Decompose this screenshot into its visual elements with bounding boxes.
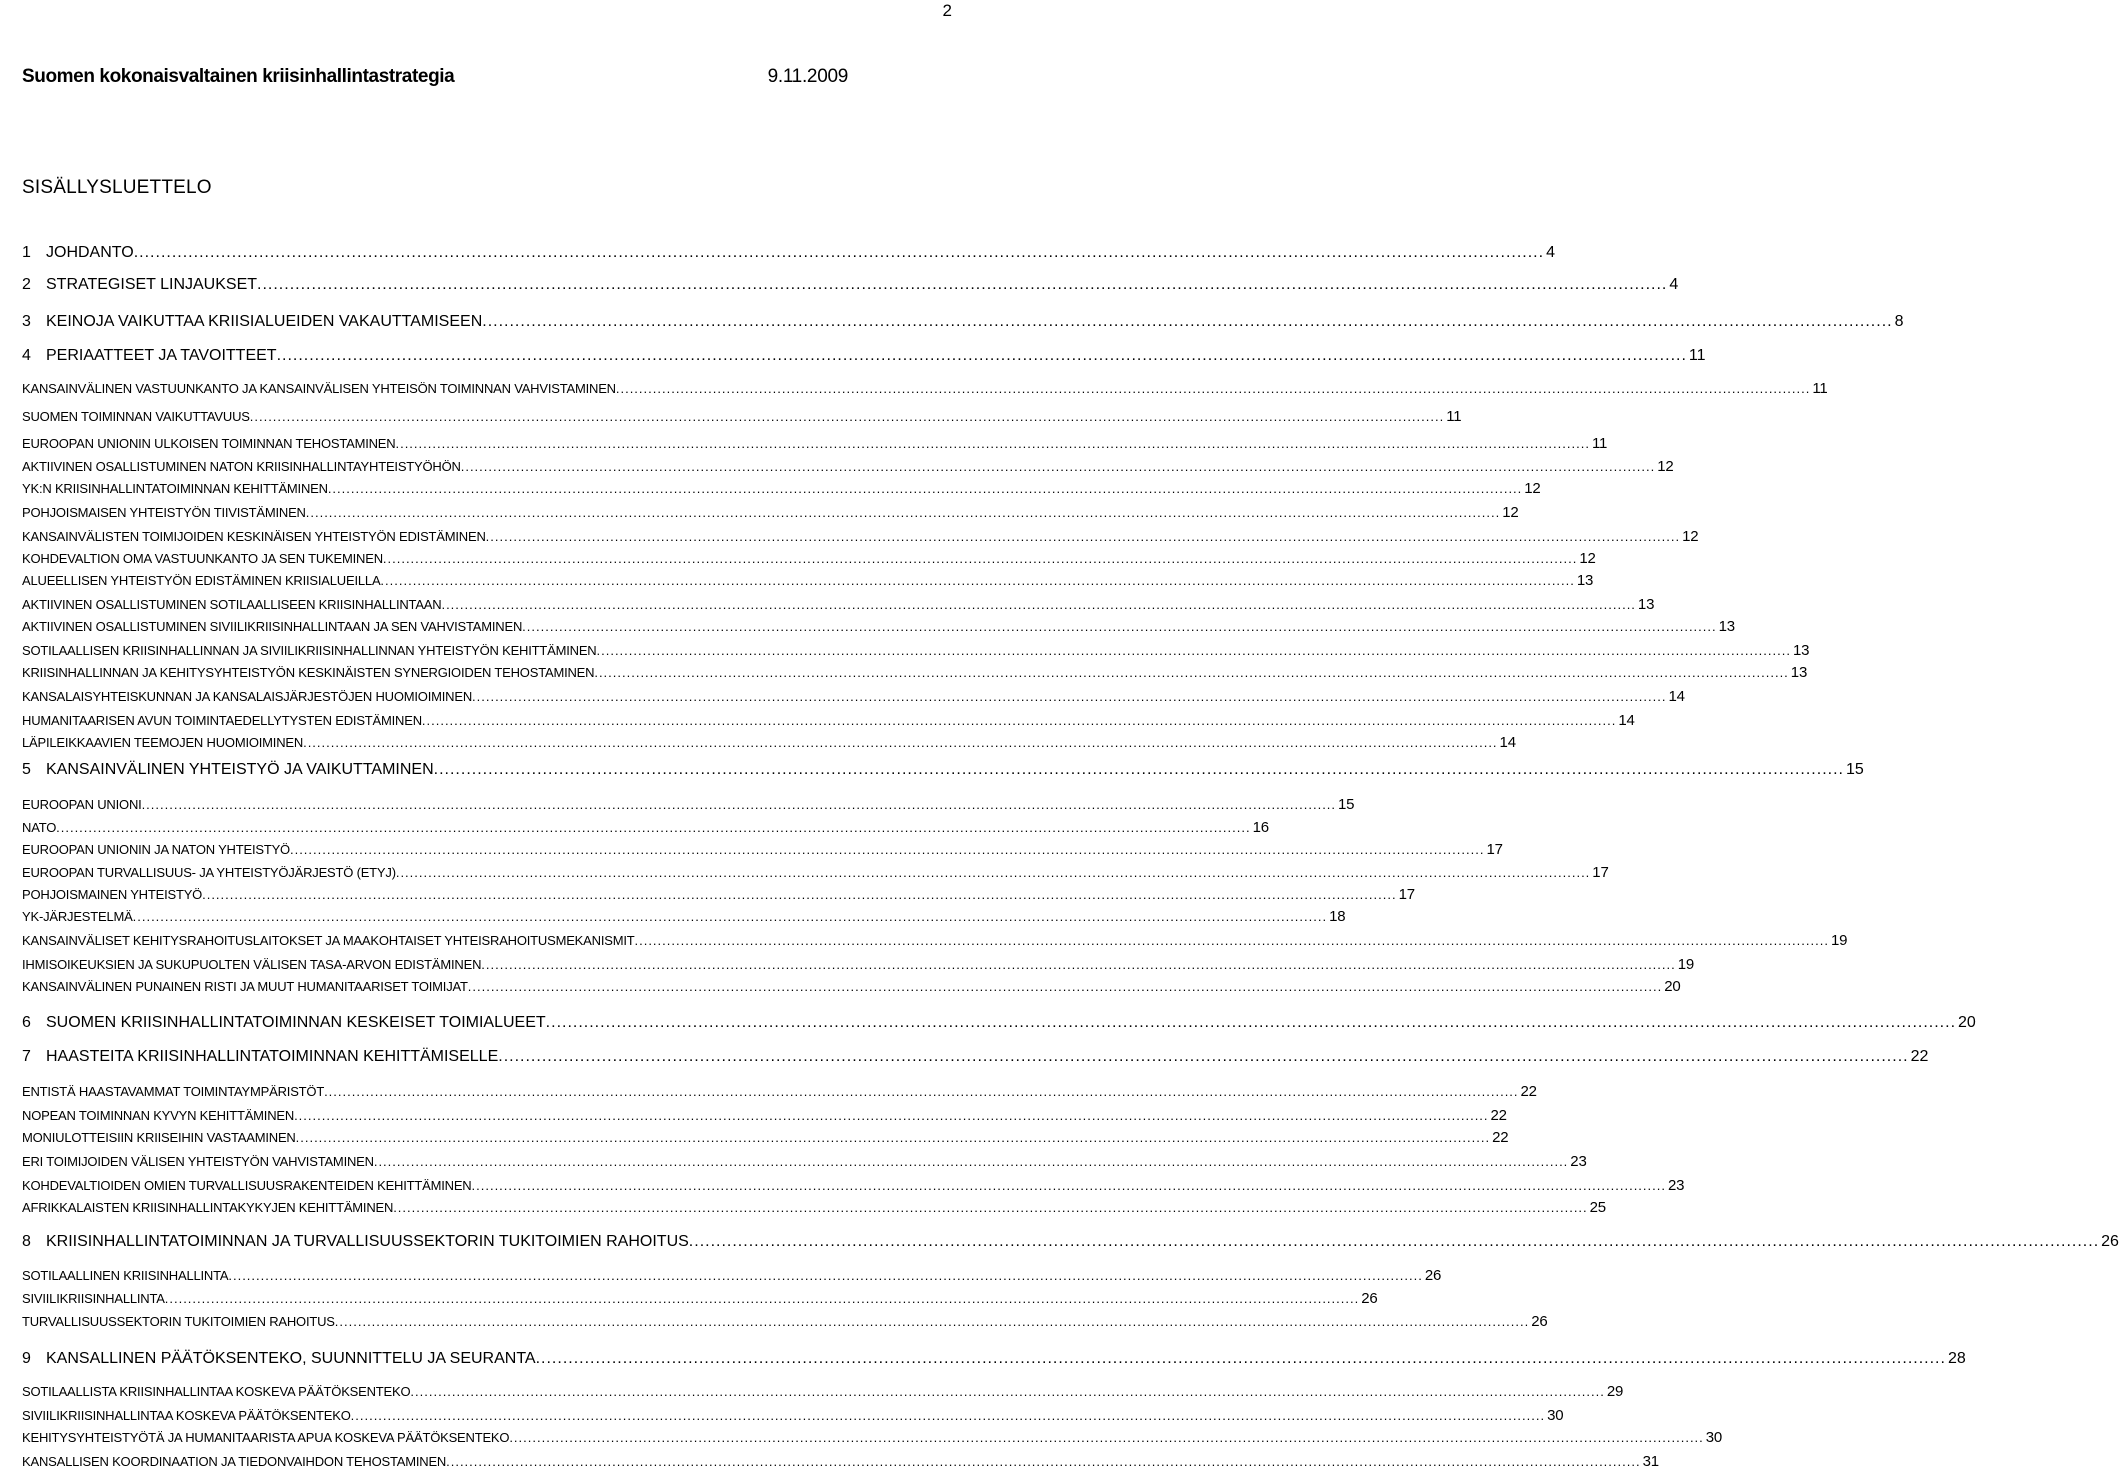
toc-section-entry[interactable] bbox=[22, 1453, 1659, 1471]
toc-entry-page: 23 bbox=[1570, 1153, 1587, 1170]
toc-leader-dots bbox=[482, 312, 1892, 332]
toc-leader-dots bbox=[441, 596, 1635, 614]
toc-heading: SISÄLLYSLUETTELO bbox=[22, 177, 212, 198]
toc-section-entry[interactable] bbox=[22, 1177, 1685, 1195]
toc-leader-dots bbox=[380, 572, 1574, 590]
toc-chapter-entry[interactable] bbox=[22, 243, 1555, 263]
toc-entry-title: MONIULOTTEISIIN KRIISEIHIN VASTAAMINEN bbox=[22, 1130, 296, 1145]
toc-entry-page: 23 bbox=[1667, 1177, 1685, 1194]
toc-entry-title: KANSAINVÄLINEN PUNAINEN RISTI JA MUUT HUMANITAARISET TOIMIJAT bbox=[22, 979, 468, 994]
toc-leader-dots bbox=[165, 1290, 1359, 1308]
toc-section-entry[interactable] bbox=[22, 550, 1596, 568]
toc-entry-page: 13 bbox=[1790, 664, 1808, 681]
toc-leader-dots bbox=[594, 664, 1788, 682]
toc-leader-dots bbox=[634, 932, 1828, 950]
toc-section-entry[interactable] bbox=[22, 908, 1346, 926]
toc-section-entry[interactable] bbox=[22, 1199, 1606, 1217]
toc-entry-title: KANSAINVÄLISTEN TOIMIJOIDEN KESKINÄISEN YHTEISTYÖN EDISTÄMINEN bbox=[22, 529, 486, 544]
toc-entry-page: 22 bbox=[1520, 1083, 1537, 1100]
toc-chapter-entry[interactable] bbox=[22, 1047, 1929, 1067]
toc-leader-dots bbox=[383, 550, 1577, 568]
toc-section-entry[interactable] bbox=[22, 734, 1516, 752]
toc-entry-title: HUMANITAARISEN AVUN TOIMINTAEDELLYTYSTEN EDISTÄMINEN bbox=[22, 713, 422, 728]
toc-entry-title: PERIAATTEET JA TAVOITTEET bbox=[46, 347, 277, 364]
toc-section-entry[interactable] bbox=[22, 864, 1609, 882]
toc-entry-title: AKTIIVINEN OSALLISTUMINEN NATON KRIISINHALLINTAYHTEISTYÖHÖN bbox=[22, 459, 461, 474]
toc-section-entry[interactable] bbox=[22, 1107, 1507, 1125]
toc-entry-page: 26 bbox=[1424, 1267, 1442, 1284]
toc-section-entry[interactable] bbox=[22, 978, 1681, 996]
toc-entry-page: 12 bbox=[1579, 550, 1596, 567]
toc-leader-dots bbox=[446, 1453, 1640, 1471]
toc-leader-dots bbox=[393, 1199, 1587, 1217]
toc-leader-dots bbox=[616, 380, 1810, 398]
toc-entry-page: 19 bbox=[1677, 956, 1695, 973]
toc-leader-dots bbox=[324, 1083, 1518, 1101]
toc-entry-page: 13 bbox=[1637, 596, 1655, 613]
toc-entry-page: 15 bbox=[1845, 761, 1864, 778]
toc-section-entry[interactable] bbox=[22, 712, 1635, 730]
toc-section-entry[interactable] bbox=[22, 1290, 1378, 1308]
toc-entry-page: 17 bbox=[1486, 841, 1503, 858]
toc-section-entry[interactable] bbox=[22, 886, 1415, 904]
toc-section-entry[interactable] bbox=[22, 688, 1685, 706]
toc-entry-page: 12 bbox=[1657, 458, 1674, 475]
toc-entry-title: TURVALLISUUSSEKTORIN TUKITOIMIEN RAHOITUS bbox=[22, 1314, 335, 1329]
toc-section-entry[interactable] bbox=[22, 528, 1699, 546]
toc-entry-page: 13 bbox=[1718, 618, 1735, 635]
toc-entry-title: KANSAINVÄLINEN VASTUUNKANTO JA KANSAINVÄLISEN YHTEISÖN TOIMINNAN VAHVISTAMINEN bbox=[22, 381, 616, 396]
toc-entry-page: 31 bbox=[1642, 1453, 1659, 1470]
toc-leader-dots bbox=[257, 275, 1667, 295]
toc-leader-dots bbox=[202, 886, 1396, 904]
toc-entry-page: 12 bbox=[1524, 480, 1541, 497]
toc-entry-number: 7 bbox=[22, 1048, 31, 1065]
toc-entry-page: 29 bbox=[1606, 1383, 1624, 1400]
toc-entry-page: 17 bbox=[1398, 886, 1415, 903]
toc-chapter-entry[interactable] bbox=[22, 1232, 2119, 1252]
toc-entry-number: 3 bbox=[22, 313, 31, 330]
toc-chapter-entry[interactable] bbox=[22, 1013, 1976, 1033]
toc-section-entry[interactable] bbox=[22, 1083, 1537, 1101]
toc-entry-page: 4 bbox=[1669, 276, 1679, 293]
page-number: 2 bbox=[942, 1, 952, 20]
toc-entry-page: 25 bbox=[1589, 1199, 1606, 1216]
toc-entry-title: POHJOISMAISEN YHTEISTYÖN TIIVISTÄMINEN bbox=[22, 505, 306, 520]
toc-section-entry[interactable] bbox=[22, 932, 1848, 950]
toc-entry-title: ALUEELLISEN YHTEISTYÖN EDISTÄMINEN KRIISIALUEILLA bbox=[22, 573, 381, 588]
toc-section-entry[interactable] bbox=[22, 819, 1269, 837]
toc-entry-title: LÄPILEIKKAAVIEN TEEMOJEN HUOMIOIMINEN bbox=[22, 735, 304, 750]
toc-leader-dots bbox=[277, 346, 1687, 366]
document-date: 9.11.2009 bbox=[767, 66, 848, 87]
toc-entry-title: SOTILAALLISTA KRIISINHALLINTAA KOSKEVA PÄÄTÖKSENTEKO bbox=[22, 1384, 411, 1399]
toc-entry-page: 18 bbox=[1329, 908, 1346, 925]
toc-entry-page: 20 bbox=[1664, 978, 1681, 995]
toc-entry-title: NOPEAN TOIMINNAN KYVYN KEHITTÄMINEN bbox=[22, 1108, 295, 1123]
toc-chapter-entry[interactable] bbox=[22, 275, 1679, 295]
toc-section-entry[interactable] bbox=[22, 956, 1695, 974]
toc-entry-page: 13 bbox=[1576, 572, 1594, 589]
toc-entry-title: AFRIKKALAISTEN KRIISINHALLINTAKYKYJEN KEHITTÄMINEN bbox=[22, 1200, 394, 1215]
toc-entry-title: KEHITYSYHTEISTYÖTÄ JA HUMANITAARISTA APUA KOSKEVA PÄÄTÖKSENTEKO bbox=[22, 1430, 510, 1445]
toc-section-entry[interactable] bbox=[22, 435, 1608, 453]
toc-leader-dots bbox=[142, 796, 1336, 814]
toc-leader-dots bbox=[536, 1349, 1946, 1369]
toc-entry-page: 17 bbox=[1592, 864, 1609, 881]
toc-entry-number: 5 bbox=[22, 761, 31, 778]
toc-leader-dots bbox=[296, 1129, 1490, 1147]
toc-leader-dots bbox=[410, 1383, 1604, 1401]
toc-section-entry[interactable] bbox=[22, 1429, 1723, 1447]
toc-section-entry[interactable] bbox=[22, 796, 1355, 814]
toc-leader-dots bbox=[481, 956, 1675, 974]
toc-entry-page: 26 bbox=[1361, 1290, 1378, 1307]
toc-entry-number: 2 bbox=[22, 276, 31, 293]
toc-entry-page: 13 bbox=[1792, 642, 1810, 659]
toc-entry-title: YK:N KRIISINHALLINTATOIMINNAN KEHITTÄMINEN bbox=[22, 481, 328, 496]
toc-entry-title: EUROOPAN UNIONIN ULKOISEN TOIMINNAN TEHOSTAMINEN bbox=[22, 436, 396, 451]
toc-section-entry[interactable] bbox=[22, 572, 1594, 590]
toc-leader-dots bbox=[498, 1047, 1908, 1067]
toc-leader-dots bbox=[597, 642, 1791, 660]
toc-entry-title: SIVIILIKRIISINHALLINTA bbox=[22, 1291, 165, 1306]
toc-entry-page: 22 bbox=[1492, 1129, 1509, 1146]
toc-leader-dots bbox=[328, 480, 1522, 498]
toc-entry-title: KRIISINHALLINNAN JA KEHITYSYHTEISTYÖN KESKINÄISTEN SYNERGIOIDEN TEHOSTAMINEN bbox=[22, 665, 595, 680]
toc-entry-page: 8 bbox=[1894, 313, 1904, 330]
toc-entry-title: KOHDEVALTIOIDEN OMIEN TURVALLISUUSRAKENTEIDEN KEHITTÄMINEN bbox=[22, 1178, 472, 1193]
toc-entry-page: 14 bbox=[1618, 712, 1635, 729]
toc-leader-dots bbox=[468, 978, 1662, 996]
toc-entry-title: SOTILAALLINEN KRIISINHALLINTA bbox=[22, 1268, 229, 1283]
toc-entry-page: 12 bbox=[1502, 504, 1519, 521]
toc-leader-dots bbox=[294, 1107, 1488, 1125]
toc-section-entry[interactable] bbox=[22, 664, 1808, 682]
toc-entry-number: 8 bbox=[22, 1233, 31, 1250]
toc-entry-title: EUROOPAN UNIONI bbox=[22, 797, 142, 812]
toc-section-entry[interactable] bbox=[22, 1407, 1564, 1425]
toc-leader-dots bbox=[422, 712, 1616, 730]
toc-chapter-entry[interactable] bbox=[22, 760, 1864, 780]
toc-entry-page: 30 bbox=[1705, 1429, 1723, 1446]
toc-section-entry[interactable] bbox=[22, 1383, 1624, 1401]
toc-entry-title: POHJOISMAINEN YHTEISTYÖ bbox=[22, 887, 203, 902]
toc-entry-title: IHMISOIKEUKSIEN JA SUKUPUOLTEN VÄLISEN TASA-ARVON EDISTÄMINEN bbox=[22, 957, 482, 972]
toc-section-entry[interactable] bbox=[22, 458, 1674, 476]
toc-section-entry[interactable] bbox=[22, 480, 1541, 498]
toc-chapter-entry[interactable] bbox=[22, 312, 1904, 332]
toc-leader-dots bbox=[472, 688, 1666, 706]
toc-leader-dots bbox=[303, 734, 1497, 752]
toc-section-entry[interactable] bbox=[22, 642, 1810, 660]
toc-leader-dots bbox=[486, 528, 1680, 546]
toc-leader-dots bbox=[461, 458, 1655, 476]
toc-entry-title: KEINOJA VAIKUTTAA KRIISIALUEIDEN VAKAUTTAMISEEN bbox=[46, 313, 483, 330]
toc-entry-page: 12 bbox=[1682, 528, 1699, 545]
toc-entry-page: 14 bbox=[1499, 734, 1516, 751]
toc-entry-title: SOTILAALLISEN KRIISINHALLINNAN JA SIVIILIKRIISINHALLINNAN YHTEISTYÖN KEHITTÄMINEN bbox=[22, 643, 597, 658]
toc-section-entry[interactable] bbox=[22, 408, 1462, 426]
toc-entry-page: 19 bbox=[1830, 932, 1848, 949]
toc-entry-title: ERI TOIMIJOIDEN VÄLISEN YHTEISTYÖN VAHVISTAMINEN bbox=[22, 1154, 374, 1169]
toc-entry-title: AKTIIVINEN OSALLISTUMINEN SOTILAALLISEEN KRIISINHALLINTAAN bbox=[22, 597, 442, 612]
document-header bbox=[22, 66, 848, 94]
toc-entry-page: 22 bbox=[1910, 1048, 1929, 1065]
toc-section-entry[interactable] bbox=[22, 841, 1503, 859]
toc-leader-dots bbox=[228, 1267, 1422, 1285]
toc-entry-page: 20 bbox=[1958, 1014, 1976, 1031]
toc-section-entry[interactable] bbox=[22, 1267, 1442, 1285]
toc-leader-dots bbox=[374, 1153, 1568, 1171]
toc-entry-title: KOHDEVALTION OMA VASTUUNKANTO JA SEN TUKEMINEN bbox=[22, 551, 383, 566]
toc-leader-dots bbox=[689, 1232, 2099, 1252]
toc-entry-title: KRIISINHALLINTATOIMINNAN JA TURVALLISUUSSEKTORIN TUKITOIMIEN RAHOITUS bbox=[46, 1233, 689, 1250]
toc-entry-page: 30 bbox=[1547, 1407, 1564, 1424]
toc-entry-title: ENTISTÄ HAASTAVAMMAT TOIMINTAYMPÄRISTÖT bbox=[22, 1084, 325, 1099]
toc-leader-dots bbox=[396, 864, 1590, 882]
document-title: Suomen kokonaisvaltainen kriisinhallintastrategia bbox=[22, 66, 455, 87]
toc-leader-dots bbox=[351, 1407, 1545, 1425]
toc-entry-title: EUROOPAN UNIONIN JA NATON YHTEISTYÖ bbox=[22, 842, 290, 857]
toc-entry-title: KANSALAISYHTEISKUNNAN JA KANSALAISJÄRJESTÖJEN HUOMIOIMINEN bbox=[22, 689, 473, 704]
toc-leader-dots bbox=[306, 504, 1500, 522]
toc-chapter-entry[interactable] bbox=[22, 1349, 1966, 1369]
toc-entry-title: SIVIILIKRIISINHALLINTAA KOSKEVA PÄÄTÖKSENTEKO bbox=[22, 1408, 351, 1423]
toc-entry-title: HAASTEITA KRIISINHALLINTATOIMINNAN KEHITTÄMISELLE bbox=[46, 1048, 499, 1065]
toc-leader-dots bbox=[134, 243, 1544, 263]
toc-entry-page: 11 bbox=[1591, 435, 1608, 452]
toc-entry-page: 11 bbox=[1812, 380, 1828, 397]
toc-entry-title: KANSALLISEN KOORDINAATION JA TIEDONVAIHDON TEHOSTAMINEN bbox=[22, 1454, 447, 1469]
toc-entry-title: KANSALLINEN PÄÄTÖKSENTEKO, SUUNNITTELU JA SEURANTA bbox=[46, 1350, 536, 1367]
toc-entry-number: 9 bbox=[22, 1350, 31, 1367]
toc-chapter-entry[interactable] bbox=[22, 346, 1706, 366]
toc-section-entry[interactable] bbox=[22, 1129, 1509, 1147]
toc-entry-page: 15 bbox=[1338, 796, 1355, 813]
toc-entry-page: 28 bbox=[1947, 1350, 1966, 1367]
toc-section-entry[interactable] bbox=[22, 596, 1655, 614]
toc-leader-dots bbox=[522, 618, 1716, 636]
toc-leader-dots bbox=[509, 1429, 1703, 1447]
toc-section-entry[interactable] bbox=[22, 618, 1735, 636]
toc-section-entry[interactable] bbox=[22, 1313, 1548, 1331]
toc-leader-dots bbox=[290, 841, 1484, 859]
toc-entry-title: NATO bbox=[22, 820, 57, 835]
toc-entry-title: SUOMEN TOIMINNAN VAIKUTTAVUUS bbox=[22, 409, 250, 424]
toc-leader-dots bbox=[434, 760, 1844, 780]
toc-entry-number: 4 bbox=[22, 347, 31, 364]
toc-entry-page: 16 bbox=[1252, 819, 1269, 836]
toc-entry-number: 6 bbox=[22, 1014, 31, 1031]
toc-entry-page: 4 bbox=[1546, 244, 1555, 261]
toc-entry-title: AKTIIVINEN OSALLISTUMINEN SIVIILIKRIISINHALLINTAAN JA SEN VAHVISTAMINEN bbox=[22, 619, 523, 634]
toc-leader-dots bbox=[335, 1313, 1529, 1331]
toc-entry-title: SUOMEN KRIISINHALLINTATOIMINNAN KESKEISET TOIMIALUEET bbox=[46, 1014, 546, 1031]
toc-section-entry[interactable] bbox=[22, 380, 1828, 398]
toc-entry-page: 22 bbox=[1490, 1107, 1507, 1124]
toc-entry-title: YK-JÄRJESTELMÄ bbox=[22, 909, 133, 924]
toc-leader-dots bbox=[56, 819, 1250, 837]
toc-entry-title: STRATEGISET LINJAUKSET bbox=[46, 276, 258, 293]
toc-entry-page: 11 bbox=[1688, 347, 1706, 364]
toc-entry-title: JOHDANTO bbox=[46, 244, 134, 261]
toc-entry-page: 26 bbox=[2101, 1233, 2119, 1250]
toc-entry-page: 26 bbox=[1531, 1313, 1548, 1330]
toc-entry-title: KANSAINVÄLINEN YHTEISTYÖ JA VAIKUTTAMINEN bbox=[46, 761, 434, 778]
toc-section-entry[interactable] bbox=[22, 504, 1519, 522]
toc-leader-dots bbox=[546, 1013, 1956, 1033]
toc-entry-page: 11 bbox=[1446, 408, 1462, 425]
toc-entry-page: 14 bbox=[1668, 688, 1685, 705]
toc-leader-dots bbox=[472, 1177, 1666, 1195]
toc-entry-number: 1 bbox=[22, 244, 31, 261]
toc-entry-title: KANSAINVÄLISET KEHITYSRAHOITUSLAITOKSET JA MAAKOHTAISET YHTEISRAHOITUSMEKANISMIT bbox=[22, 933, 635, 948]
toc-leader-dots bbox=[133, 908, 1327, 926]
toc-leader-dots bbox=[395, 435, 1589, 453]
toc-section-entry[interactable] bbox=[22, 1153, 1587, 1171]
toc-entry-title: EUROOPAN TURVALLISUUS- JA YHTEISTYÖJÄRJESTÖ (ETYJ) bbox=[22, 865, 396, 880]
toc-leader-dots bbox=[250, 408, 1444, 426]
